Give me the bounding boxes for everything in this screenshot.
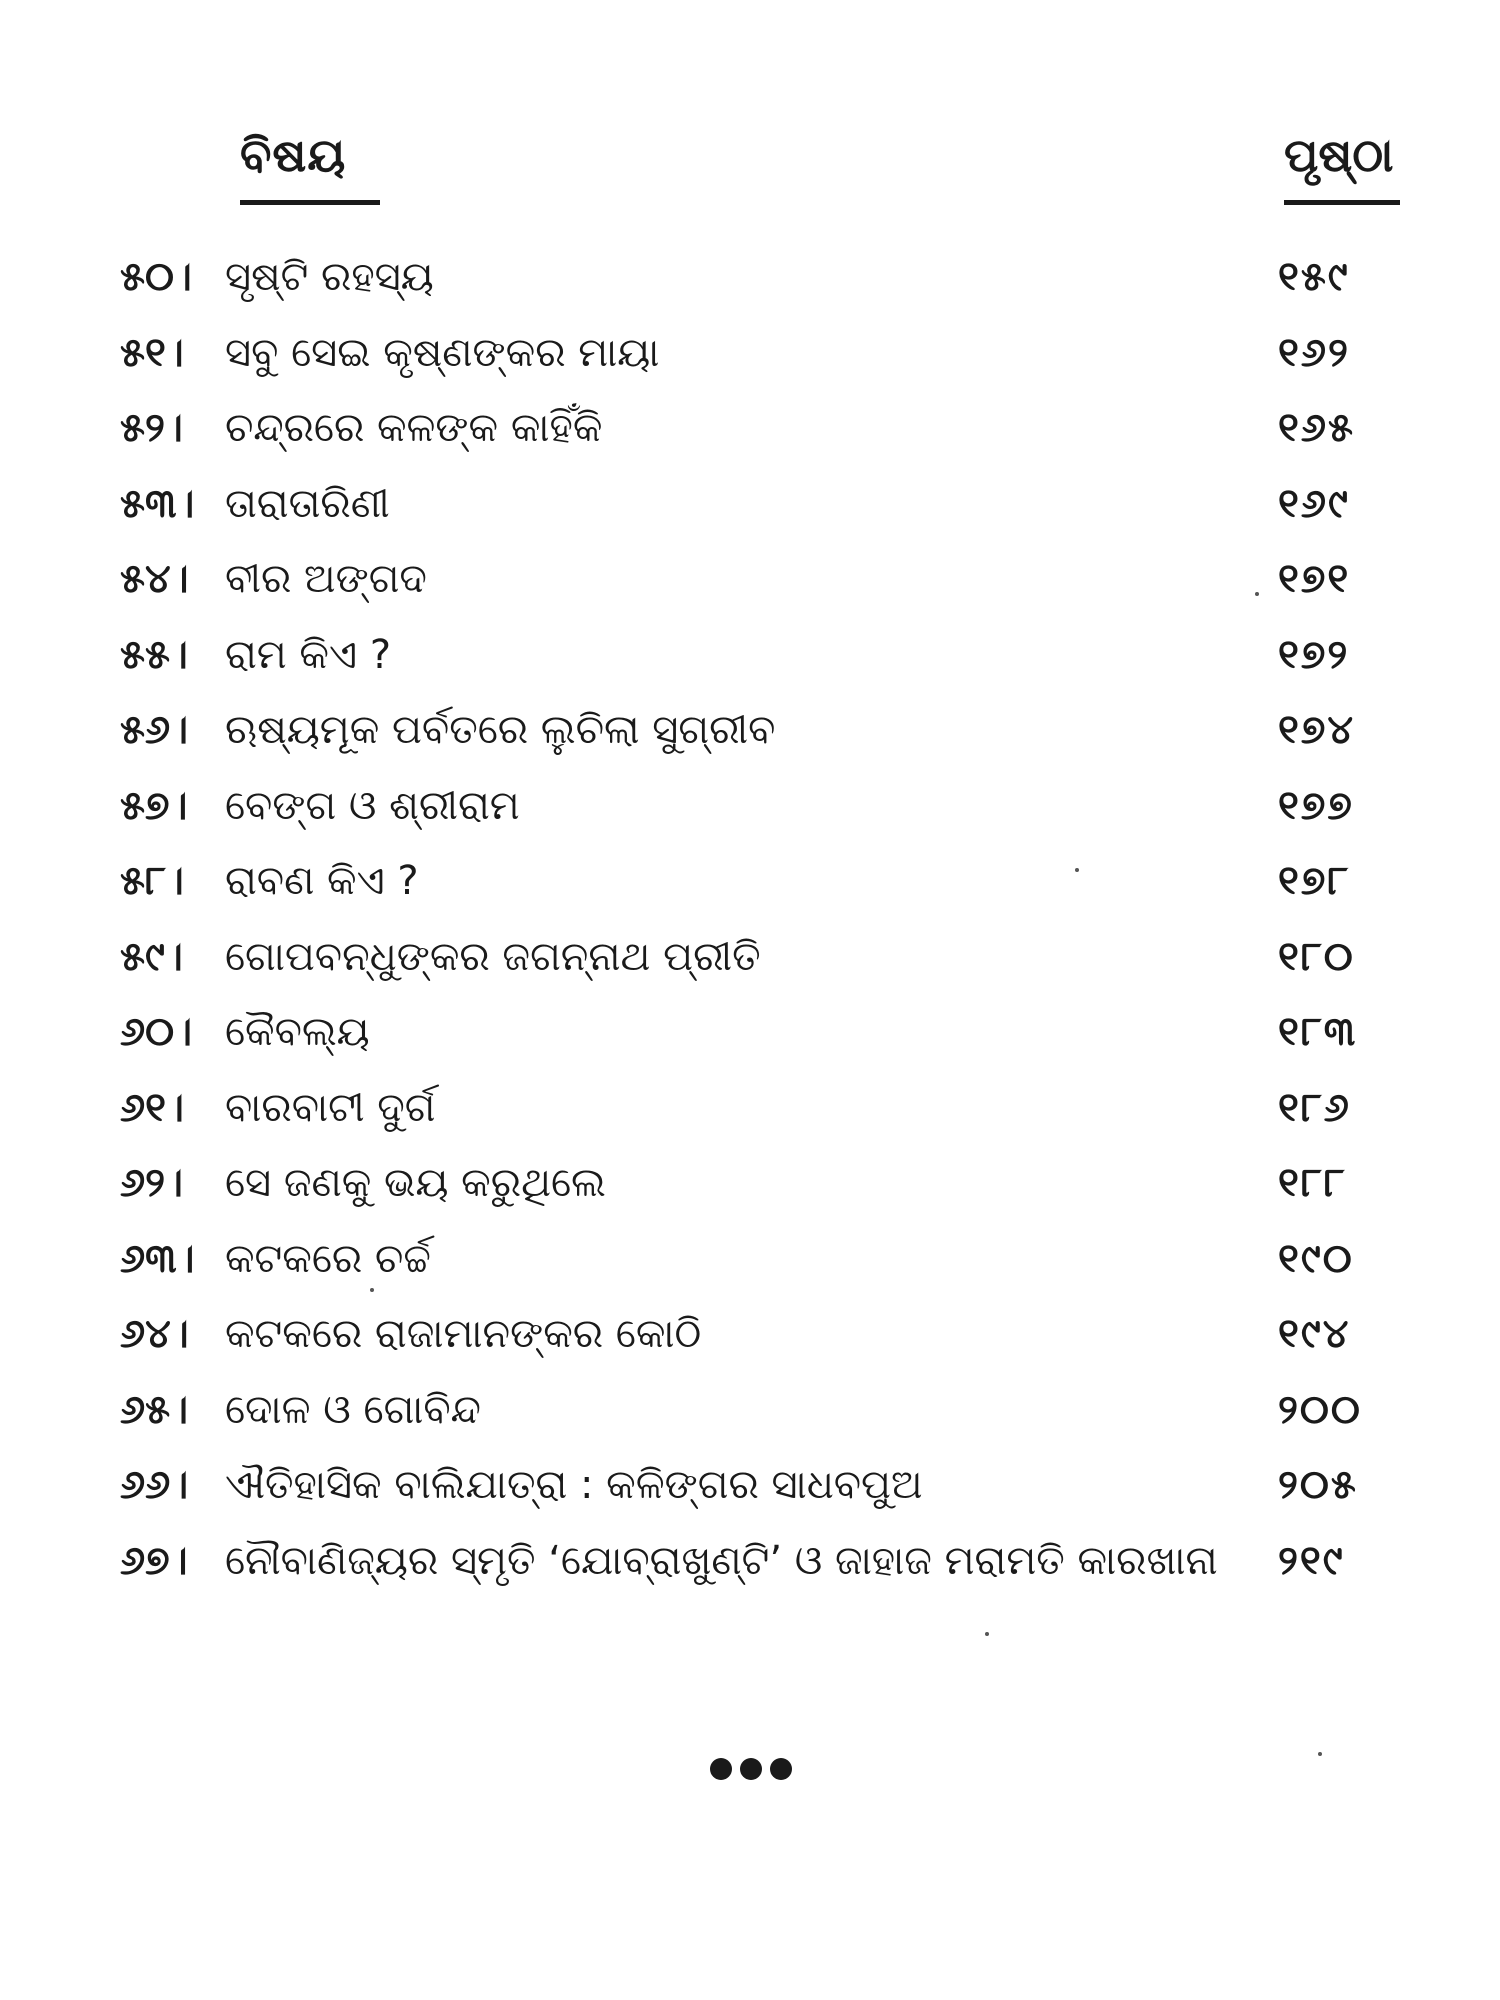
chapter-title: ବାରବାଟୀ ଦୁର୍ଗ <box>225 1084 436 1131</box>
toc-entry <box>0 316 1500 392</box>
subject-column-header: ବିଷୟ <box>240 128 347 182</box>
paper-speck <box>370 1288 374 1292</box>
ornament-dot-icon <box>710 1758 732 1780</box>
chapter-number: ୫୩। <box>120 480 195 527</box>
toc-entry <box>0 769 1500 845</box>
toc-entry <box>0 240 1500 316</box>
chapter-number: ୫୬। <box>120 707 189 753</box>
page-number: ୧୯୪ <box>1278 1311 1351 1357</box>
paper-speck <box>1318 1752 1322 1756</box>
chapter-number: ୫୦। <box>120 254 192 300</box>
table-of-contents <box>0 240 1500 1599</box>
toc-entry <box>0 1373 1500 1449</box>
chapter-title: ସୃଷ୍ଟି ରହସ୍ୟ <box>225 254 434 300</box>
subject-header-underline <box>240 200 380 205</box>
ornament-dot-icon <box>740 1758 762 1780</box>
page-number: ୧୮୦ <box>1278 933 1355 980</box>
chapter-title: ବୀର ଅଙ୍ଗଦ <box>225 556 427 602</box>
toc-entry <box>0 1071 1500 1147</box>
chapter-title: ସେ ଜଣକୁ ଭୟ କରୁଥିଲେ <box>225 1160 606 1206</box>
page-column-header: ପୃଷ୍ଠା <box>1284 128 1394 182</box>
toc-entry <box>0 1524 1500 1600</box>
paper-speck <box>985 1632 989 1636</box>
chapter-title: ନୌବାଣିଜ୍ୟର ସ୍ମୃତି ‘ଯୋବ୍ରାଖୁଣ୍ଟି’ ଓ ଜାହାଜ ମରାମତି କାରଖାନା <box>225 1537 1218 1584</box>
toc-entry <box>0 995 1500 1071</box>
page-number: ୧୬୨ <box>1278 329 1350 376</box>
chapter-number: ୫୪। <box>120 556 189 602</box>
paper-speck <box>1075 868 1079 872</box>
chapter-title: ବେଙ୍ଗ ଓ ଶ୍ରୀରାମ <box>225 782 520 829</box>
chapter-title: ରାମ କିଏ ? <box>225 631 392 678</box>
chapter-number: ୫୨। <box>120 405 183 451</box>
chapter-title: ଗୋପବନ୍ଧୁଙ୍କର ଜଗନ୍ନାଥ ପ୍ରୀତି <box>225 933 761 980</box>
page-number: ୧୭୭ <box>1278 782 1354 829</box>
page-number: ୧୮୬ <box>1278 1084 1351 1131</box>
paper-speck <box>1255 592 1259 596</box>
chapter-number: ୬୫। <box>120 1386 189 1433</box>
chapter-title: କୈବଲ୍ୟ <box>225 1009 370 1055</box>
chapter-number: ୫୭। <box>120 782 188 829</box>
toc-entry <box>0 1146 1500 1222</box>
toc-entry <box>0 618 1500 694</box>
chapter-number: ୬୧। <box>120 1084 184 1131</box>
page-number: ୧୭୮ <box>1278 858 1351 904</box>
chapter-title: କଟକରେ ରାଜାମାନଙ୍କର କୋଠି <box>225 1311 702 1357</box>
page-number: ୨୧୯ <box>1278 1537 1345 1584</box>
page-number: ୧୫୯ <box>1278 254 1350 300</box>
page-number: ୧୯୦ <box>1278 1235 1354 1282</box>
chapter-number: ୬୬। <box>120 1462 189 1508</box>
chapter-title: ଋଷ୍ୟମୂକ ପର୍ବତରେ ଲୁଚିଲା ସୁଗ୍ରୀବ <box>225 707 776 753</box>
chapter-number: ୬୦। <box>120 1009 193 1055</box>
page-number: ୨୦୫ <box>1278 1462 1358 1508</box>
ornament-dot-icon <box>770 1758 792 1780</box>
toc-entry <box>0 844 1500 920</box>
chapter-title: ଦୋଳ ଓ ଗୋବିନ୍ଦ <box>225 1386 481 1433</box>
chapter-number: ୫୫। <box>120 631 188 678</box>
page-number: ୧୬୫ <box>1278 405 1355 451</box>
toc-entry <box>0 1448 1500 1524</box>
chapter-number: ୬୨। <box>120 1160 184 1206</box>
page-number: ୧୭୪ <box>1278 707 1355 753</box>
chapter-title: ଐତିହାସିକ ବାଲିଯାତ୍ରା : କଳିଙ୍ଗର ସାଧବପୁଅ <box>225 1462 923 1508</box>
page-number: ୧୬୯ <box>1278 480 1350 527</box>
toc-entry <box>0 391 1500 467</box>
end-ornament <box>710 1758 792 1780</box>
page-number: ୧୭୧ <box>1278 556 1351 602</box>
chapter-title: ଚନ୍ଦ୍ରରେ କଳଙ୍କ କାହିଁକି <box>225 405 603 451</box>
chapter-number: ୫୧। <box>120 329 184 376</box>
chapter-number: ୫୮। <box>120 858 184 904</box>
toc-entry <box>0 920 1500 996</box>
page-number: ୧୮୮ <box>1278 1160 1347 1206</box>
page-number: ୧୭୨ <box>1278 631 1350 678</box>
toc-entry <box>0 1222 1500 1298</box>
chapter-number: ୬୩। <box>120 1235 195 1282</box>
toc-entry <box>0 1297 1500 1373</box>
chapter-number: ୬୪। <box>120 1311 189 1357</box>
toc-entry <box>0 693 1500 769</box>
page-number: ୧୮୩ <box>1278 1009 1358 1055</box>
page-number: ୨୦୦ <box>1278 1386 1362 1433</box>
chapter-number: ୬୭। <box>120 1537 188 1584</box>
toc-entry <box>0 542 1500 618</box>
chapter-title: ତାରାତାରିଣୀ <box>225 480 390 527</box>
chapter-title: କଟକରେ ଚର୍ଚ୍ଚ <box>225 1235 431 1282</box>
chapter-title: ରାବଣ କିଏ ? <box>225 858 419 904</box>
chapter-title: ସବୁ ସେଇ କୃଷ୍ଣଙ୍କର ମାୟା <box>225 329 660 376</box>
page-header-underline <box>1284 200 1400 205</box>
chapter-number: ୫୯। <box>120 933 183 980</box>
toc-entry <box>0 467 1500 543</box>
